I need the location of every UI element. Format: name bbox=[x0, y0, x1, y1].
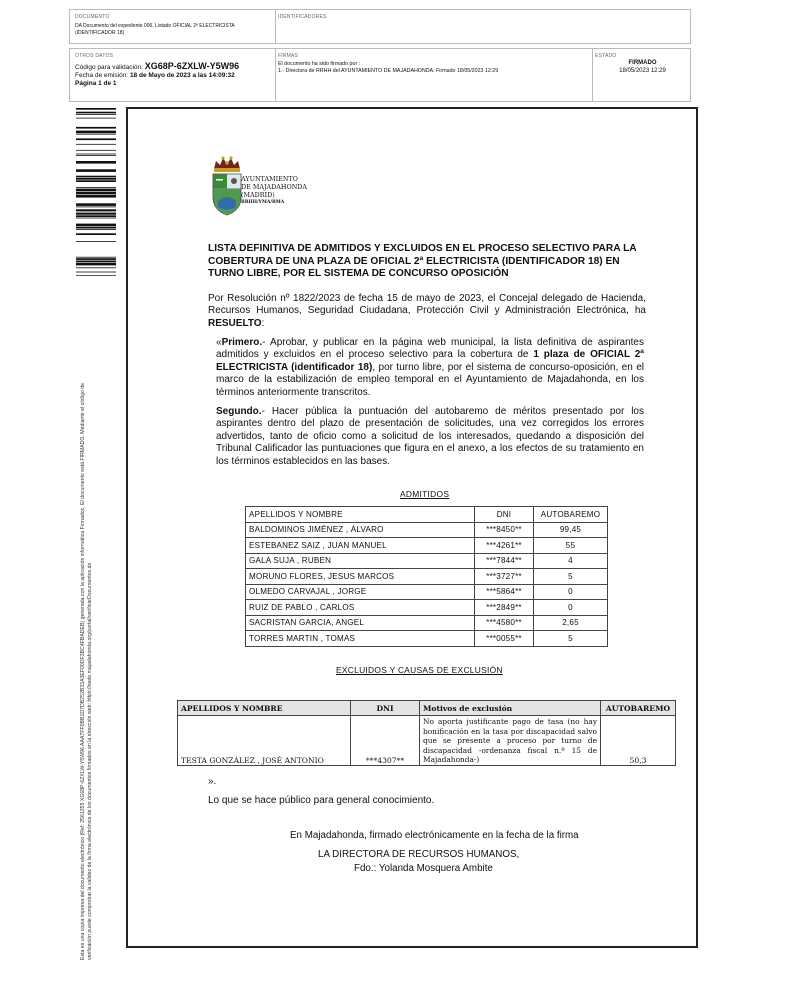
candidate-score: 0 bbox=[534, 600, 608, 616]
barcode-bar bbox=[76, 150, 116, 151]
candidate-dni: ***2849** bbox=[475, 600, 534, 616]
table-row bbox=[246, 615, 608, 631]
org-line1: AYUNTAMIENTO bbox=[241, 175, 298, 183]
candidate-name: GALA SUJA , RUBEN bbox=[246, 553, 475, 569]
barcode-bar bbox=[76, 195, 116, 198]
barcode-bar bbox=[76, 112, 116, 114]
validation-code-label: Código para validación: bbox=[75, 64, 143, 71]
barcode-bar bbox=[76, 267, 116, 268]
issue-date-label: Fecha de emisión: bbox=[75, 72, 129, 79]
table-row bbox=[246, 584, 608, 600]
intro-paragraph bbox=[208, 293, 646, 330]
firmas-line2: 1.- Directora de RRHH del AYUNTAMIENTO DE MAJADAHONDA. Firmado 18/05/2023 12:29 bbox=[278, 68, 499, 74]
barcode-bar bbox=[76, 192, 116, 195]
signature-header bbox=[69, 9, 691, 102]
candidate-dni: ***7844** bbox=[475, 553, 534, 569]
side-note-line1: Esta es una copia impresa del documento electrónico (Ref: 2561255 XG68P-6ZXLW-Y5W96 AAA7FF0BB1D7DB252B33A3EF00DF3BC4FBADEB) generada con la aplicación informática Firmadoc. El documento está FIRMADO. Mediante el código de bbox=[80, 382, 86, 960]
issue-date-line bbox=[75, 72, 235, 80]
primero-text1: - Aprobar, y publicar en la página web municipal, la lista definitiva de aspirantes admitidos y excluidos en el proceso selectivo para la cobertura de bbox=[216, 337, 644, 361]
public-notice: Lo que se hace público para general conocimiento. bbox=[208, 795, 435, 806]
barcode-bar bbox=[76, 127, 116, 129]
candidate-score: 99,45 bbox=[534, 522, 608, 538]
candidate-score: 5 bbox=[534, 569, 608, 585]
firmas-line1: El documento ha sido firmado por : bbox=[278, 61, 361, 67]
validation-code-line bbox=[75, 62, 239, 72]
admitidos-header-dni: DNI bbox=[475, 507, 534, 523]
barcode-bar bbox=[76, 178, 116, 180]
barcode-bar bbox=[76, 207, 116, 208]
candidate-dni: ***0055** bbox=[475, 631, 534, 647]
candidate-dni: ***4261** bbox=[475, 538, 534, 554]
document-title: LISTA DEFINITIVA DE ADMITIDOS Y EXCLUIDOS EN EL PROCESO SELECTIVO PARA LA COBERTURA DE UNA PLAZA DE OFICIAL 2ª ELECTRICISTA (IDENTIFICADOR 18) EN TURNO LIBRE, POR EL SISTEMA DE CONCURSO OPOSICIÓN bbox=[208, 243, 637, 279]
organization-block bbox=[241, 175, 307, 207]
exclusion-reason: No aporta justificante pago de tasa (no hay bonificación en la tasa por discapacidad salvo que se presente a proceso por turno de discapacidad -ordenanza fiscal n.º 15 de Majadahonda-) bbox=[420, 716, 601, 766]
side-note-line2: verificación puede comprobar la validez de la firma electrónica de los documentos firmados en la dirección web: https://sede.majadahonda.org/portal/verificarDocumentos.do bbox=[87, 562, 93, 960]
issue-date: 18 de Mayo de 2023 a las 14:09:32 bbox=[129, 72, 235, 79]
org-reference: RRHH/YMA/BMA bbox=[241, 200, 285, 205]
barcode-bar bbox=[76, 263, 116, 266]
signature-name: Fdo.: Yolanda Mosquera Ambite bbox=[354, 863, 493, 874]
excluidos-header-score: AUTOBAREMO bbox=[601, 701, 676, 716]
barcode-bar bbox=[76, 241, 116, 242]
estado-box bbox=[592, 48, 691, 102]
barcode-bar bbox=[76, 272, 116, 273]
barcode-bar bbox=[76, 257, 116, 258]
candidate-name: TORRES MARTIN , TOMAS bbox=[246, 631, 475, 647]
side-verification-note bbox=[80, 300, 104, 960]
identificadores-box bbox=[275, 9, 691, 44]
documento-label: DOCUMENTO bbox=[75, 14, 110, 20]
segundo-label: Segundo. bbox=[216, 406, 262, 417]
paragraph-primero bbox=[216, 337, 644, 399]
excluidos-title: EXCLUIDOS Y CAUSAS DE EXCLUSIÓN bbox=[336, 665, 503, 675]
otros-datos-box bbox=[69, 48, 276, 102]
barcode-bar bbox=[76, 144, 116, 145]
barcode-bar bbox=[76, 176, 116, 178]
candidate-name: MORUNO FLORES, JESUS MARCOS bbox=[246, 569, 475, 585]
org-line2: DE MAJADAHONDA bbox=[241, 183, 308, 191]
estado-date: 18/05/2023 12:29 bbox=[619, 68, 666, 74]
excluded-name: TESTA GONZÁLEZ , JOSÉ ANTONIO bbox=[178, 716, 351, 766]
excluidos-header-row bbox=[178, 701, 676, 716]
candidate-name: BALDOMINOS JIMÉNEZ , ÁLVARO bbox=[246, 522, 475, 538]
barcode-bar bbox=[76, 229, 116, 230]
barcode-bar bbox=[76, 161, 116, 164]
table-row bbox=[246, 553, 608, 569]
candidate-dni: ***3727** bbox=[475, 569, 534, 585]
candidate-score: 55 bbox=[534, 538, 608, 554]
barcode-bar bbox=[76, 108, 116, 110]
excluded-dni: ***4307** bbox=[351, 716, 420, 766]
barcode-bar bbox=[76, 114, 116, 115]
candidate-score: 5 bbox=[534, 631, 608, 647]
signature-place: En Majadahonda, firmado electrónicamente en la fecha de la firma bbox=[290, 830, 579, 841]
barcode-bar bbox=[76, 261, 116, 263]
admitidos-table bbox=[245, 506, 608, 647]
barcode-bar bbox=[76, 227, 116, 229]
intro-text: Por Resolución nº 1822/2023 de fecha 15 de mayo de 2023, el Concejal delegado de Hacienda, Recursos Humanos, Seguridad Ciudadana, Protección Civil y Administración Electrónica, ha bbox=[208, 293, 646, 317]
table-row bbox=[246, 569, 608, 585]
close-quote: ». bbox=[208, 776, 217, 787]
segundo-text: - Hacer pública la puntuación del autobaremo de méritos presentado por los aspirantes dentro del plazo de presentación de solicitudes, una vez corregidos los errores advertidos, tanto de oficio como a solicitud de los interesados, quedando a disposición del Tribunal Calificador las puntuaciones que figura en el anexo, a los efectos de su tratamiento en los términos establecidos en las bases. bbox=[216, 406, 644, 467]
barcode-bar bbox=[76, 180, 116, 182]
barcode-bar bbox=[76, 189, 116, 192]
table-row bbox=[246, 538, 608, 554]
barcode-bar bbox=[76, 155, 116, 156]
barcode-bar bbox=[76, 169, 116, 172]
candidate-name: SACRISTAN GARCIA, ANGEL bbox=[246, 615, 475, 631]
barcode-bar bbox=[76, 138, 116, 140]
page-count: Página 1 de 1 bbox=[75, 80, 117, 87]
signature-role: LA DIRECTORA DE RECURSOS HUMANOS, bbox=[318, 849, 520, 860]
barcode-bar bbox=[76, 209, 116, 211]
admitidos-header-name: APELLIDOS Y NOMBRE bbox=[246, 507, 475, 523]
barcode-bar bbox=[76, 218, 116, 219]
documento-text: DA Documento del expediente 006, Listado OFICIAL 2ª ELECTRICISTA (IDENTIFICADOR 18) bbox=[75, 23, 235, 36]
primero-label: Primero. bbox=[221, 337, 263, 348]
barcode-bar bbox=[76, 275, 116, 276]
firmas-box bbox=[275, 48, 593, 102]
excluidos-table bbox=[177, 700, 676, 766]
table-row bbox=[246, 631, 608, 647]
primero-bold: 1 plaza de OFICIAL 2ª ELECTRICISTA (identificador 18) bbox=[216, 349, 644, 373]
barcode-bar bbox=[76, 134, 116, 135]
identificadores-label: IDENTIFICADORES bbox=[278, 14, 327, 20]
validation-code: XG68P-6ZXLW-Y5W96 bbox=[144, 61, 240, 71]
estado-value: FIRMADO bbox=[628, 60, 657, 66]
candidate-score: 2,65 bbox=[534, 615, 608, 631]
excluded-score: 50,3 bbox=[601, 716, 676, 766]
barcode-bar bbox=[76, 215, 116, 217]
barcode-bar bbox=[76, 212, 116, 213]
table-row bbox=[178, 716, 676, 766]
table-row bbox=[246, 600, 608, 616]
firmas-label: FIRMAS bbox=[278, 53, 299, 59]
primero-text2: , por turno libre, por el sistema de concurso-oposición, en el marco de la estabilización de empleo temporal en el Ayuntamiento de Majadahonda, en los términos anteriormente transcritos. bbox=[216, 361, 645, 398]
excluidos-header-name: APELLIDOS Y NOMBRE bbox=[178, 701, 351, 716]
barcode-bar bbox=[76, 224, 116, 227]
coat-of-arms-logo bbox=[210, 155, 244, 217]
candidate-dni: ***5864** bbox=[475, 584, 534, 600]
barcode-bar bbox=[76, 131, 116, 134]
candidate-dni: ***8450** bbox=[475, 522, 534, 538]
admitidos-title: ADMITIDOS bbox=[400, 489, 450, 499]
documento-box bbox=[69, 9, 276, 44]
validation-barcode bbox=[76, 108, 116, 276]
estado-label: ESTADO bbox=[595, 53, 617, 59]
candidate-score: 0 bbox=[534, 584, 608, 600]
barcode-bar bbox=[76, 187, 116, 188]
admitidos-header-score: AUTOBAREMO bbox=[534, 507, 608, 523]
intro-resuelto: RESUELTO bbox=[208, 317, 262, 329]
excluidos-header-dni: DNI bbox=[351, 701, 420, 716]
otros-datos-label: OTROS DATOS bbox=[75, 53, 114, 59]
barcode-bar bbox=[76, 203, 116, 206]
document-page bbox=[126, 107, 698, 948]
barcode-bar bbox=[76, 118, 116, 119]
barcode-bar bbox=[76, 233, 116, 235]
intro-colon: : bbox=[261, 317, 265, 329]
barcode-bar bbox=[76, 154, 116, 155]
candidate-score: 4 bbox=[534, 553, 608, 569]
open-quote: « bbox=[216, 337, 222, 348]
org-line3: (MADRID) bbox=[241, 191, 275, 199]
paragraph-segundo bbox=[216, 406, 644, 468]
admitidos-header-row bbox=[246, 507, 608, 523]
barcode-bar bbox=[76, 213, 116, 215]
candidate-name: OLMEDO CARVAJAL , JORGE bbox=[246, 584, 475, 600]
table-row bbox=[246, 522, 608, 538]
candidate-name: RUIZ DE PABLO , CARLOS bbox=[246, 600, 475, 616]
excluidos-header-reason: Motivos de exclusión bbox=[420, 701, 601, 716]
candidate-name: ESTEBANEZ SAIZ , JUAN MANUEL bbox=[246, 538, 475, 554]
candidate-dni: ***4580** bbox=[475, 615, 534, 631]
barcode-bar bbox=[76, 258, 116, 260]
